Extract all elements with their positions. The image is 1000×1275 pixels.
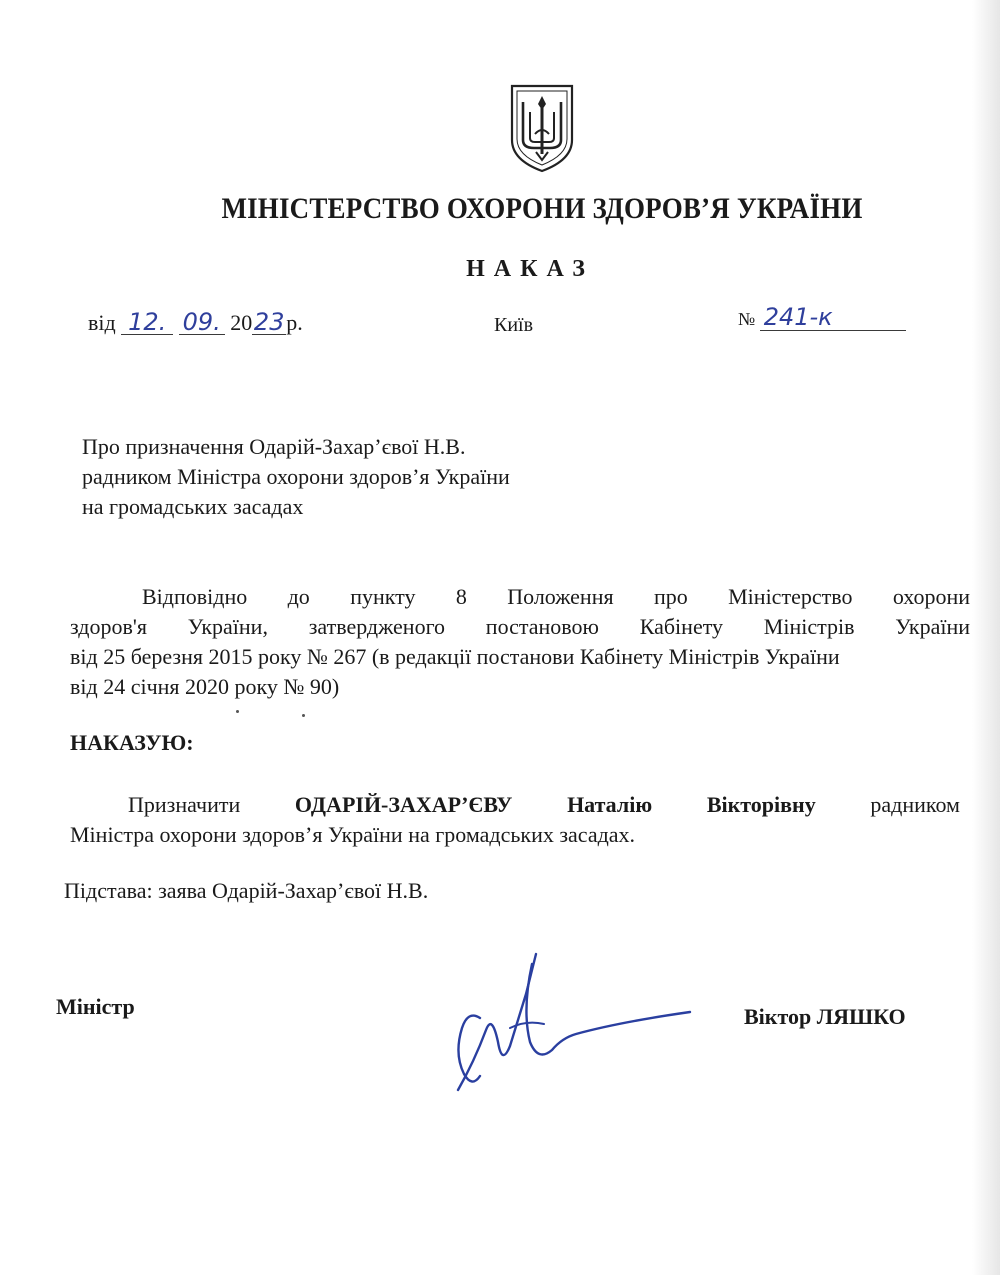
paragraph-line: від 24 січня 2020 року № 90) (70, 674, 340, 699)
appointee-surname: ОДАРІЙ-ЗАХАР’ЄВУ (294, 792, 513, 817)
scan-speck (236, 710, 239, 713)
paragraph-line: здоров'я України, затвердженого постановою Кабінету Міністрів України (70, 614, 970, 639)
date-year-prefix: 20 (230, 310, 253, 335)
paragraph-line: Призначити ОДАРІЙ-ЗАХАР’ЄВУ Наталію Вікторівну радником (70, 790, 960, 820)
date-year-suffix: 23 (253, 308, 285, 336)
number-prefix: № (738, 309, 756, 329)
grounds-line: Підстава: заява Одарій-Захар’євої Н.В. (64, 878, 429, 903)
order-subject (82, 432, 510, 522)
appointee-first-name: Наталію (567, 792, 653, 817)
date-suffix: р. (286, 310, 303, 335)
city: Київ (494, 314, 534, 336)
paragraph-line: Міністра охорони здоров’я України на громадських засадах. (70, 822, 636, 847)
date-day: 12. (121, 310, 173, 335)
document-type-title: НАКАЗ (466, 256, 594, 282)
signatory-name: Віктор ЛЯШКО (744, 1004, 906, 1029)
subject-line: радником Міністра охорони здоров’я України (82, 464, 510, 489)
paragraph-line: Відповідно до пункту 8 Положення про Міністерство охорони (142, 584, 970, 609)
signatory-title: Міністр (56, 994, 135, 1019)
handwritten-signature (440, 950, 720, 1100)
number-value: 241-к (760, 304, 906, 331)
order-word: НАКАЗУЮ: (70, 730, 194, 755)
date-month: 09. (179, 310, 225, 335)
ministry-header: МІНІСТЕРСТВО ОХОРОНИ ЗДОРОВ’Я УКРАЇНИ (221, 192, 863, 225)
date-prefix: від (88, 310, 116, 335)
scan-speck (302, 714, 305, 717)
order-date (88, 310, 303, 336)
order-number (738, 304, 906, 331)
subject-line: Про призначення Одарій-Захар’євої Н.В. (82, 434, 466, 459)
appointee-patronymic: Вікторівну (706, 792, 816, 817)
legal-basis-paragraph (70, 582, 970, 702)
paragraph-line: від 25 березня 2015 року № 267 (в редакції постанови Кабінету Міністрів України (70, 644, 840, 669)
subject-line: на громадських засадах (82, 494, 304, 519)
trident-coat-of-arms-icon (508, 82, 576, 174)
resolution-paragraph (70, 790, 960, 850)
